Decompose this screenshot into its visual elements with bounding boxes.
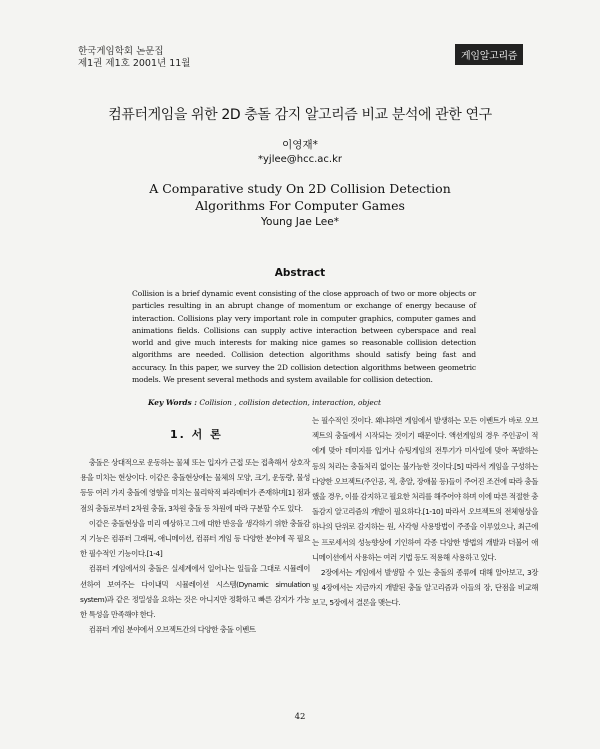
paper-title-korean: 컴퓨터게임을 위한 2D 충돌 감지 알고리즘 비교 분석에 관한 연구 (108, 107, 492, 123)
paper-title-english (0, 180, 600, 214)
author-email: *yjlee@hcc.ac.kr (258, 154, 342, 165)
paragraph: 는 필수적인 것이다. 왜냐하면 게임에서 발생하는 모든 이벤트가 바로 오브젝트의 충돌에서 시작되는 것이기 때문이다. 액션게임의 경우 주인공이 적에게 맞아 데미지를 입거나 슈팅게임의 전투기가 미사일에 맞아 폭발하는 등의 처리는 충돌처리 없이는 불가능한 것이다.[5] 따라서 게임을 구성하는 다양한 오브젝트(주인공, 적, 총알, 장애물 등)들이 주어진 조건에 따라 충돌했을 경우, 이를 감지하고 필요한 처리를 해주어야 하며 이에 따른 적절한 충돌감지 알고리즘의 개발이 필요하다.[1-10] 따라서 오브젝트의 전체형상을 하나의 단위로 감지하는 원, 사각형 사용방법이 주종을 이루었으나, 최근에는 프로세서의 성능향상에 기인하여 각종 다양한 방법의 개발과 더불어 애니메이션에서 사용하는 여러 기법 등도 적용해 사용하고 있다. (312, 416, 538, 562)
right-column (312, 413, 538, 611)
journal-issue: 제1권 제1호 2001년 11월 (78, 58, 191, 69)
title-en-line1: A Comparative study On 2D Collision Detection (149, 181, 451, 196)
paragraph: 2장에서는 게임에서 발생할 수 있는 충돌의 종류에 대해 알아보고, 3장 및 4장에서는 지금까지 개발된 충돌 알고리즘과 이들의 장, 단점을 비교해 보고, 5장에서 결론을 맺는다. (312, 568, 538, 608)
abstract-heading: Abstract (274, 267, 326, 279)
page-number: 42 (294, 712, 306, 722)
abstract-body: Collision is a brief dynamic event consisting of the close approach of two or more objects or particles resulting in an abrupt change of momentum or exchange of energy because of interaction. Collisions play very important role in computer graphics, computer games and animations fields. Collisions can supply active interaction between cyberspace and real world and give much interests for making nice games so reasonable collision detection algorithms are needed. Collision detection algorithms should satisfy being fast and accuracy. In this paper, we survey the 2D collision detection algorithms between geometric models. We present several methods and system available for collision detection. (132, 289, 476, 385)
keywords-label: Key Words : (148, 398, 197, 407)
paragraph: 이같은 충돌현상을 미리 예상하고 그에 대한 반응을 생각하기 위한 충돌감지 기능은 컴퓨터 그래픽, 애니메이션, 컴퓨터 게임 등 다양한 분야에 꼭 필요한 필수적인 기능이다.[1-4] (80, 518, 310, 559)
section-heading-introduction: 1. 서 론 (170, 428, 223, 441)
title-en-line2: Algorithms For Computer Games (195, 198, 405, 213)
paragraph: 컴퓨터 게임에서의 충돌은 실세계에서 일어나는 일들을 그대로 시뮬레이션하여 보여주는 다이내믹 시뮬레이션 시스템(Dynamic simulation system)과 같은 정밀성을 요하는 것은 아니지만 정확하고 빠른 감지가 가능한 특성을 만족해야 한다. (80, 564, 310, 620)
journal-info (78, 46, 190, 70)
paragraph: 충돌은 상대적으로 운동하는 물체 또는 입자가 근접 또는 접촉해서 상호작용을 미치는 현상이다. 이같은 충돌현상에는 물체의 모양, 크기, 운동량, 물성 등등 여러 가지 충돌에 영향을 미치는 물리학적 파라메터가 존재하며[1] 점과 점의 충돌로부터 2차원 충돌, 3차원 충돌 등 차원에 따라 구분할 수도 있다. (80, 458, 310, 513)
author-english: Young Jae Lee* (261, 216, 339, 228)
author-korean: 이영재* (282, 139, 318, 151)
journal-name: 한국게임학회 논문집 (78, 46, 164, 57)
left-column (80, 455, 310, 637)
keywords (148, 398, 381, 407)
category-badge: 게임알고리즘 (455, 44, 523, 65)
paragraph: 컴퓨터 게임 분야에서 오브젝트간의 다양한 충돌 이벤트 (88, 625, 256, 635)
keywords-text: Collision , collision detection, interaction, object (199, 398, 381, 407)
